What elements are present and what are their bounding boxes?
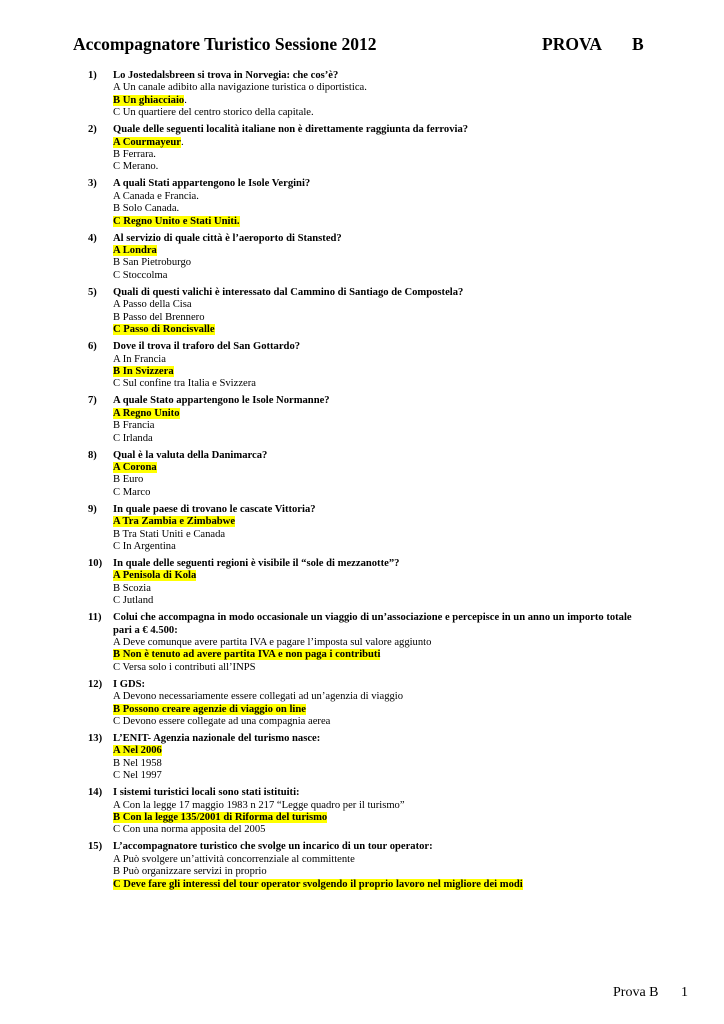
answer-text: B Tra Stati Uniti e Canada (113, 528, 226, 540)
highlighted-answer-text: C Regno Unito e Stati Uniti. (113, 215, 240, 227)
page-footer (0, 985, 724, 1005)
answer-text: A Può svolgere un’attività concorrenziale al committente (113, 853, 355, 865)
question-text: Dove il trova il traforo del San Gottardo? (113, 341, 301, 353)
answer-option (88, 529, 648, 541)
answer-option (88, 191, 648, 203)
question-number: 10) (88, 557, 103, 569)
answer-suffix: . (184, 94, 187, 106)
highlighted-answer-text: A Penisola di Kola (113, 570, 197, 582)
answer-text: C In Argentina (113, 540, 176, 552)
correct-answer-option (88, 812, 648, 824)
highlighted-answer-text: B Con la legge 135/2001 di Riforma del turismo (113, 812, 328, 824)
answer-text: C Nel 1997 (113, 770, 162, 782)
question-text: Quali di questi valichi è interessato dal Cammino di Santiago de Compostela? (113, 286, 464, 298)
answer-text: B Scozia (113, 582, 151, 594)
question-number: 11) (88, 612, 102, 624)
answer-text: C Con una norma apposita del 2005 (113, 824, 266, 836)
answer-option (88, 854, 648, 866)
question-number: 5) (88, 286, 97, 298)
answer-option (88, 82, 648, 94)
answer-option (88, 378, 648, 390)
answer-text: C Versa solo i contributi all’INPS (113, 661, 256, 673)
highlighted-answer-text: C Deve fare gli interessi del tour operator svolgendo il proprio lavoro nel migliore dei modi (113, 878, 523, 890)
question-block (88, 612, 648, 674)
question-header (88, 504, 648, 516)
question-header (88, 395, 648, 407)
answer-option (88, 474, 648, 486)
question-header (88, 341, 648, 353)
question-header (88, 787, 648, 799)
question-text: Qual è la valuta della Danimarca? (113, 449, 268, 461)
answer-option (88, 758, 648, 770)
highlighted-answer-text: B Non è tenuto ad avere partita IVA e non paga i contributi (113, 649, 381, 661)
correct-answer-option (88, 704, 648, 716)
question-block (88, 70, 648, 120)
answer-text: A Con la legge 17 maggio 1983 n 217 “Legge quadro per il turismo” (113, 799, 405, 811)
page-header (73, 34, 648, 58)
answer-option (88, 583, 648, 595)
answer-text: A Devono necessariamente essere collegati ad un’agenzia di viaggio (113, 691, 404, 703)
footer-label: Prova B (613, 985, 659, 1000)
answer-suffix: . (180, 136, 184, 148)
document-title: Accompagnatore Turistico Sessione 2012 (73, 34, 377, 54)
answer-option (88, 299, 648, 311)
question-block (88, 733, 648, 783)
answer-option (88, 107, 648, 119)
question-text: A quale Stato appartengono le Isole Normanne? (113, 395, 330, 407)
answer-option (88, 270, 648, 282)
page-number: 1 (681, 985, 688, 1000)
answer-option (88, 662, 648, 674)
question-number: 7) (88, 395, 97, 407)
question-number: 13) (88, 733, 103, 745)
question-number: 8) (88, 449, 97, 461)
answer-option (88, 203, 648, 215)
question-text: Lo Jostedalsbreen si trova in Norvegia: che cos’è? (113, 70, 339, 81)
answer-text: B San Pietroburgo (113, 257, 192, 269)
question-text: In quale paese di trovano le cascate Vittoria? (113, 503, 316, 515)
question-block (88, 450, 648, 500)
highlighted-answer-text: A Tra Zambia e Zimbabwe (113, 516, 236, 528)
answer-text: B Euro (113, 474, 144, 486)
answer-text: C Marco (113, 486, 151, 498)
question-header (88, 124, 648, 136)
question-text: I GDS: (113, 678, 146, 690)
question-block (88, 395, 648, 445)
correct-answer-option (88, 516, 648, 528)
highlighted-answer-text: A Courmayeur (113, 136, 181, 148)
question-header (88, 70, 648, 82)
answer-text: A Un canale adibito alla navigazione turistica o diportistica. (113, 82, 367, 94)
answer-text: B Solo Canada. (113, 203, 180, 215)
question-block (88, 178, 648, 228)
question-header (88, 679, 648, 691)
correct-answer-option (88, 570, 648, 582)
answer-option (88, 595, 648, 607)
question-header (88, 233, 648, 245)
answer-option (88, 149, 648, 161)
question-number: 9) (88, 503, 97, 515)
question-block (88, 124, 648, 174)
question-list (88, 70, 648, 896)
highlighted-answer-text: A Regno Unito (113, 407, 180, 419)
question-text: Quale delle seguenti località italiane non è direttamente raggiunta da ferrovia? (113, 124, 469, 136)
question-block (88, 341, 648, 391)
answer-text: A Deve comunque avere partita IVA e pagare l’imposta sul valore aggiunto (113, 637, 432, 648)
answer-text: B Ferrara. (113, 149, 156, 161)
question-block (88, 558, 648, 608)
question-header (88, 558, 648, 570)
answer-text: C Un quartiere del centro storico della capitale. (113, 107, 314, 119)
answer-option (88, 487, 648, 499)
answer-text: B Può organizzare servizi in proprio (113, 866, 267, 878)
answer-option (88, 770, 648, 782)
question-number: 14) (88, 787, 103, 799)
answer-text: A Canada e Francia. (113, 190, 199, 202)
question-text: In quale delle seguenti regioni è visibile il “sole di mezzanotte”? (113, 557, 400, 569)
question-number: 1) (88, 70, 97, 81)
answer-text: C Devono essere collegate ad una compagnia aerea (113, 716, 331, 728)
prova-label: PROVA (542, 34, 602, 54)
question-number: 12) (88, 678, 103, 690)
question-block (88, 679, 648, 729)
answer-text: C Irlanda (113, 432, 153, 444)
answer-option (88, 716, 648, 728)
question-block (88, 287, 648, 337)
correct-answer-option (88, 745, 648, 757)
answer-text: B Passo del Brennero (113, 311, 205, 323)
question-number: 6) (88, 341, 97, 353)
correct-answer-option (88, 366, 648, 378)
highlighted-answer-text: C Passo di Roncisvalle (113, 324, 215, 336)
correct-answer-option (88, 95, 648, 107)
question-text: L’accompagnatore turistico che svolge un incarico di un tour operator: (113, 841, 433, 853)
answer-option (88, 354, 648, 366)
answer-option (88, 637, 648, 649)
highlighted-answer-text: B Un ghiacciaio (113, 94, 185, 106)
answer-option (88, 824, 648, 836)
answer-text: A Passo della Cisa (113, 299, 192, 311)
question-text: L’ENIT- Agenzia nazionale del turismo nasce: (113, 733, 321, 745)
correct-answer-option (88, 408, 648, 420)
answer-option (88, 800, 648, 812)
answer-text: B Francia (113, 420, 155, 432)
answer-option (88, 866, 648, 878)
correct-answer-option (88, 324, 648, 336)
answer-text: C Jutland (113, 595, 154, 607)
question-number: 15) (88, 841, 103, 853)
question-header (88, 287, 648, 299)
highlighted-answer-text: A Londra (113, 245, 157, 257)
correct-answer-option (88, 462, 648, 474)
question-header (88, 178, 648, 190)
answer-option (88, 161, 648, 173)
answer-option (88, 691, 648, 703)
question-number: 3) (88, 178, 97, 190)
highlighted-answer-text: A Nel 2006 (113, 745, 162, 757)
highlighted-answer-text: A Corona (113, 461, 157, 473)
question-number: 2) (88, 124, 97, 136)
correct-answer-option (88, 649, 648, 661)
answer-text: B Nel 1958 (113, 757, 162, 769)
question-header (88, 612, 648, 637)
answer-text: C Stoccolma (113, 269, 168, 281)
answer-option (88, 433, 648, 445)
question-text: Colui che accompagna in modo occasionale un viaggio di un’associazione e percepisce in un anno un importo totale pari a € 4.500: (113, 612, 632, 636)
correct-answer-option (88, 216, 648, 228)
prova-letter: B (632, 34, 644, 54)
correct-answer-option (88, 245, 648, 257)
question-header (88, 733, 648, 745)
question-header (88, 841, 648, 853)
question-block (88, 233, 648, 283)
question-block (88, 504, 648, 554)
answer-option (88, 312, 648, 324)
answer-option (88, 420, 648, 432)
answer-option (88, 541, 648, 553)
question-header (88, 450, 648, 462)
question-text: A quali Stati appartengono le Isole Vergini? (113, 178, 311, 190)
highlighted-answer-text: B In Svizzera (113, 365, 174, 377)
question-block (88, 841, 648, 891)
question-block (88, 787, 648, 837)
correct-answer-option (88, 137, 648, 149)
answer-text: A In Francia (113, 353, 166, 365)
question-text: Al servizio di quale città è l’aeroporto di Stansted? (113, 232, 342, 244)
highlighted-answer-text: B Possono creare agenzie di viaggio on line (113, 703, 306, 715)
question-number: 4) (88, 232, 97, 244)
answer-text: C Sul confine tra Italia e Svizzera (113, 378, 256, 390)
correct-answer-option (88, 879, 648, 891)
answer-text: C Merano. (113, 161, 159, 173)
question-text: I sistemi turistici locali sono stati istituiti: (113, 787, 300, 799)
answer-option (88, 257, 648, 269)
